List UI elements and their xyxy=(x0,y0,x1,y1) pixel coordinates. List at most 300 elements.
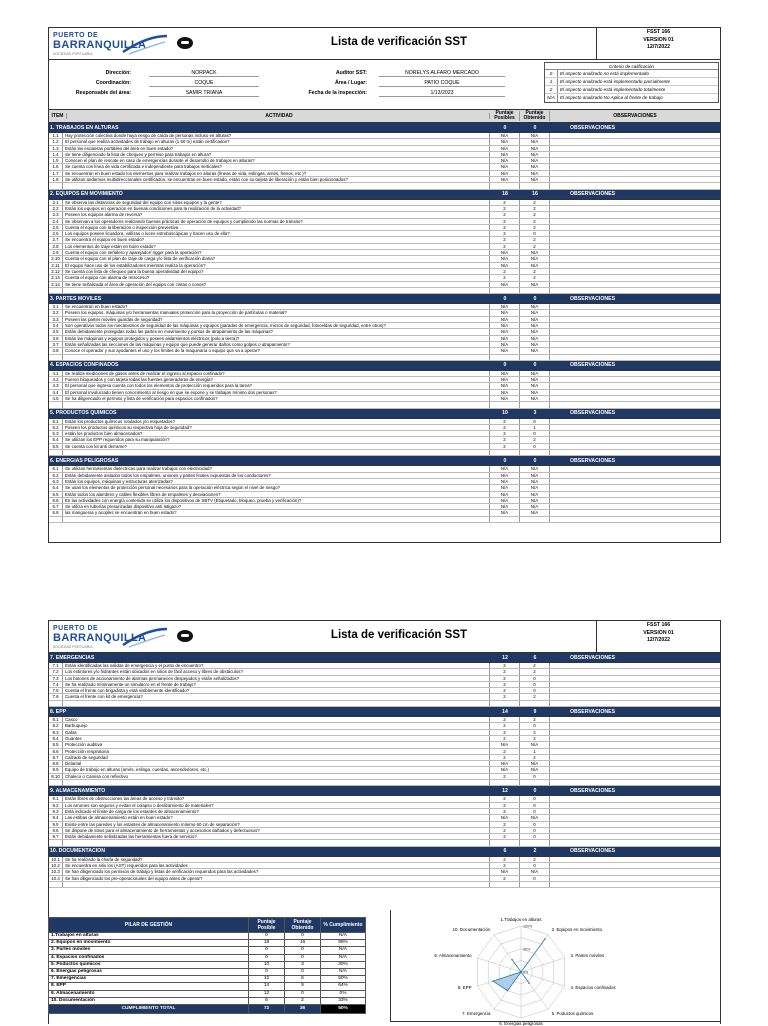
section-title: 4. ESPACIOS CONFINADOS xyxy=(50,362,119,369)
row-actividad: Están los equipos, máquinas y estructuras aterrizadas? xyxy=(63,479,490,484)
row-obtenido: 0 xyxy=(520,834,550,839)
row-observaciones xyxy=(550,492,720,497)
row-posibles: N/A xyxy=(490,510,520,515)
row-posibles: N/A xyxy=(490,146,520,151)
row-actividad: Poseen los productos químicos su respectiva hoja de seguridad? xyxy=(63,425,490,430)
row-actividad: Conocen el plan de rescate en caso de emergencias durante el desarrollo de trabajos en alturas? xyxy=(63,158,490,163)
summary-pct: 30% xyxy=(321,961,366,968)
row-obtenido: N/A xyxy=(520,742,550,747)
logo-line3: SOCIEDAD PORTUARIA xyxy=(53,645,93,649)
radar-category-label: 8. EPP xyxy=(457,985,472,991)
row-posibles: 2 xyxy=(490,669,520,674)
row-actividad: Se ha realizado mínimamente un simulacro en el frente de trabajo? xyxy=(63,682,490,687)
row-obtenido: 2 xyxy=(520,694,550,699)
row-posibles: N/A xyxy=(490,383,520,388)
row-observaciones xyxy=(550,263,720,268)
summary-row xyxy=(49,947,366,954)
blank-cell xyxy=(49,780,63,785)
row-observaciones xyxy=(550,749,720,754)
row-posibles: 2 xyxy=(490,730,520,735)
radar-point xyxy=(507,990,509,992)
row-actividad: Hay protección colectiva donde haya riesgo de caída de personas incluso en alturas? xyxy=(63,133,490,138)
row-posibles: N/A xyxy=(490,164,520,169)
row-actividad: Se utilizan herramientas dieléctricas para realizar trabajos con electricidad? xyxy=(63,466,490,471)
row-observaciones xyxy=(550,828,720,833)
row-observaciones xyxy=(550,730,720,735)
row-actividad: Están todos los alambres y cables flexibles libres de empalmes y desviaciones? xyxy=(63,492,490,497)
row-posibles: 2 xyxy=(490,269,520,274)
section-obtenido: 0 xyxy=(533,457,537,464)
row-actividad: Están debidamente protegidas todas las partes en movimiento y puntos de atrapamiento de las máquinas? xyxy=(63,329,490,334)
row-item: 7.6 xyxy=(49,694,63,699)
row-actividad: Se cuenta con kit anti derrame? xyxy=(63,444,490,449)
blank-cell xyxy=(49,840,63,845)
blank-cell xyxy=(490,355,520,360)
row-item: 8.1 xyxy=(49,717,63,722)
row-obtenido: 0 xyxy=(520,688,550,693)
summary-header-pct: % Cumplimiento xyxy=(321,918,366,933)
section-posibles: 0 xyxy=(503,124,507,131)
row-observaciones xyxy=(550,669,720,674)
row-observaciones xyxy=(550,723,720,728)
row-observaciones xyxy=(550,146,720,151)
blank-cell xyxy=(49,402,63,407)
row-item: 8.7 xyxy=(49,755,63,760)
row-obtenido: N/A xyxy=(520,336,550,341)
row-actividad: Se tiene señalizada el área de operación del equipo con cintas o conos? xyxy=(63,282,490,287)
row-item: 1.3 xyxy=(49,146,63,151)
row-item: 3.3 xyxy=(49,317,63,322)
summary-row xyxy=(49,933,366,940)
row-actividad: Se encuentran en buen estado los elementos para realizar trabajos en alturas (líneas de vida, eslingas, arnés, frenos, etc.)? xyxy=(63,171,490,176)
section-observaciones: OBSERVACIONES xyxy=(570,708,616,715)
section-obtenido: 0 xyxy=(533,787,537,794)
row-item: 9.4 xyxy=(49,815,63,820)
doc-meta xyxy=(596,621,720,652)
row-posibles: N/A xyxy=(490,815,520,820)
summary-pilar: 5. Poductos quimicos xyxy=(49,961,249,968)
row-obtenido: 0 xyxy=(520,876,550,881)
row-obtenido: 0 xyxy=(520,431,550,436)
row-actividad: Están libres de obstrucciones las áreas de acceso y tránsito? xyxy=(63,796,490,801)
row-observaciones xyxy=(550,310,720,315)
row-posibles: 2 xyxy=(490,663,520,668)
row-obtenido: 2 xyxy=(520,206,550,211)
criteria-row: 0 El aspecto analizado no está implementado xyxy=(545,70,718,78)
logo-line2: BARRANQUILLA xyxy=(53,39,147,51)
row-observaciones xyxy=(550,139,720,144)
row-actividad: Calzado de seguridad xyxy=(63,755,490,760)
row-item: 4.4 xyxy=(49,390,63,395)
blank-cell xyxy=(490,288,520,293)
row-item: 2.5 xyxy=(49,225,63,230)
summary-posible: 12 xyxy=(249,990,285,997)
row-posibles: 2 xyxy=(490,275,520,280)
header-observaciones: OBSERVACIONES xyxy=(613,113,657,119)
row-item: 1.4 xyxy=(49,152,63,157)
summary-pct: 89% xyxy=(321,940,366,947)
row-observaciones xyxy=(550,383,720,388)
row-posibles: N/A xyxy=(490,742,520,747)
row-posibles: N/A xyxy=(490,485,520,490)
blank-cell xyxy=(63,780,490,785)
row-observaciones xyxy=(550,815,720,820)
row-observaciones xyxy=(550,796,720,801)
blank-cell xyxy=(550,517,720,522)
row-item: 7.1 xyxy=(49,663,63,668)
section-observaciones: OBSERVACIONES xyxy=(570,457,616,464)
row-posibles: N/A xyxy=(490,177,520,182)
summary-total-pct: 50% xyxy=(321,1004,366,1013)
row-observaciones xyxy=(550,809,720,814)
row-observaciones xyxy=(550,282,720,287)
row-posibles: N/A xyxy=(490,869,520,874)
row-actividad: Cuenta el frente con brigadista y está visiblemente identificado? xyxy=(63,688,490,693)
row-item: 3.7 xyxy=(49,342,63,347)
section-title: 2. EQUIPOS EN MOVIMIENTO xyxy=(50,191,123,198)
row-observaciones xyxy=(550,348,720,353)
blank-cell xyxy=(49,450,63,455)
section-title: 5. PRODUCTOS QUIMICOS xyxy=(50,410,117,417)
section-observaciones: OBSERVACIONES xyxy=(570,410,616,417)
row-posibles: 2 xyxy=(490,444,520,449)
logo-line1: PUERTO DE xyxy=(53,625,99,632)
row-item: 6.2 xyxy=(49,473,63,478)
blank-cell xyxy=(520,882,550,887)
summary-header-pilar: PILAR DE GESTIÓN xyxy=(49,918,249,933)
row-posibles: 2 xyxy=(490,431,520,436)
row-posibles: 2 xyxy=(490,723,520,728)
row-observaciones xyxy=(550,876,720,881)
row-observaciones xyxy=(550,767,720,772)
row-observaciones xyxy=(550,498,720,503)
row-actividad: Guantes xyxy=(63,736,490,741)
row-obtenido: N/A xyxy=(520,485,550,490)
coordinacion-value: COQUE xyxy=(149,80,259,87)
criteria-row: N/A El aspecto analizado No Aplica al frente de trabajo xyxy=(545,94,718,102)
row-observaciones xyxy=(550,237,720,242)
row-observaciones xyxy=(550,755,720,760)
summary-pilar: 6. Energias peligrosas xyxy=(49,968,249,975)
row-obtenido: N/A xyxy=(520,761,550,766)
table-header xyxy=(49,110,720,123)
header-actividad: ACTIVIDAD xyxy=(67,113,490,119)
blank-cell xyxy=(520,402,550,407)
summary-pct: N/A xyxy=(321,933,366,940)
row-posibles: 2 xyxy=(490,736,520,741)
fecha-label: Fecha de la inspección: xyxy=(308,90,367,96)
section-observaciones: OBSERVACIONES xyxy=(570,295,616,302)
row-actividad: Las estibas de almacenamiento están en buen estado? xyxy=(63,815,490,820)
row-posibles: 2 xyxy=(490,200,520,205)
row-observaciones xyxy=(550,437,720,442)
row-item: 8.2 xyxy=(49,723,63,728)
summary-posible: 10 xyxy=(249,961,285,968)
row-posibles: 2 xyxy=(490,834,520,839)
row-posibles: 2 xyxy=(490,876,520,881)
page-title: Lista de verificación SST xyxy=(330,36,468,48)
row-posibles: N/A xyxy=(490,133,520,138)
row-actividad: En las actividades con energía contenida se utiliza los dispositivos de SBTV (Etiquetado, bloqueo, prueba y verificación)? xyxy=(63,498,490,503)
summary-table xyxy=(48,917,366,1014)
summary-total-label: CUMPLIMIENTO TOTAL xyxy=(49,1004,249,1013)
row-actividad: Están los equipos en operación en buenas condiciones para la realización de la actividad? xyxy=(63,206,490,211)
row-item: 5.1 xyxy=(49,419,63,424)
row-item: 7.5 xyxy=(49,688,63,693)
summary-pct: 50% xyxy=(321,976,366,983)
summary-total-row xyxy=(49,1004,366,1013)
row-item: 3.5 xyxy=(49,329,63,334)
summary-pct: 33% xyxy=(321,997,366,1004)
row-posibles: N/A xyxy=(490,263,520,268)
summary-row xyxy=(49,940,366,947)
radar-category-label: 5. Poductos quimicos xyxy=(551,1011,594,1017)
row-obtenido: N/A xyxy=(520,250,550,255)
row-item: 7.4 xyxy=(49,682,63,687)
row-observaciones xyxy=(550,485,720,490)
row-obtenido: N/A xyxy=(520,304,550,309)
row-observaciones xyxy=(550,212,720,217)
row-obtenido: 0 xyxy=(520,863,550,868)
row-item: 5.3 xyxy=(49,431,63,436)
row-observaciones xyxy=(550,717,720,722)
row-obtenido: N/A xyxy=(520,390,550,395)
row-observaciones xyxy=(550,869,720,874)
row-actividad: Existe entre las paredes y los estantes de almacenamiento mínimo 60 cm de separación? xyxy=(63,822,490,827)
logo xyxy=(51,30,169,58)
row-obtenido: 2 xyxy=(520,244,550,249)
radar-point xyxy=(511,959,513,961)
row-posibles: N/A xyxy=(490,473,520,478)
row-observaciones xyxy=(550,231,720,236)
row-observaciones xyxy=(550,200,720,205)
page-title: Lista de verificación SST xyxy=(330,629,468,641)
row-obtenido: N/A xyxy=(520,473,550,478)
summary-header-obtenido: Puntaje Obtenido xyxy=(285,918,321,933)
section-posibles: 0 xyxy=(503,295,507,302)
row-obtenido: 2 xyxy=(520,730,550,735)
row-posibles: N/A xyxy=(490,336,520,341)
section-obtenido: 0 xyxy=(533,295,537,302)
blank-cell xyxy=(550,183,720,188)
row-observaciones xyxy=(550,304,720,309)
row-posibles: N/A xyxy=(490,466,520,471)
section-title: 7. EMERGENCIAS xyxy=(50,654,95,661)
row-actividad: Se encuentra en sitio los (AST) requeridos para las actividades xyxy=(63,863,490,868)
row-posibles: 2 xyxy=(490,682,520,687)
row-observaciones xyxy=(550,774,720,779)
blank-cell xyxy=(550,882,720,887)
section-title: 9. ALMACENAMIENTO xyxy=(50,787,106,794)
blank-cell xyxy=(550,840,720,845)
doc-code: FSST 166 xyxy=(646,29,671,35)
row-actividad: Casco xyxy=(63,717,490,722)
row-obtenido: N/A xyxy=(520,815,550,820)
summary-pct: 64% xyxy=(321,983,366,990)
row-item: 5.5 xyxy=(49,444,63,449)
row-obtenido: 2 xyxy=(520,437,550,442)
section-header xyxy=(49,409,720,419)
section-observaciones: OBSERVACIONES xyxy=(570,787,616,794)
radar-point xyxy=(544,938,546,940)
row-actividad: Se encuentra el equipo en buen estado? xyxy=(63,237,490,242)
row-item: 9.5 xyxy=(49,822,63,827)
row-item: 2.10 xyxy=(49,256,63,261)
row-item: 3.8 xyxy=(49,348,63,353)
header xyxy=(49,28,720,60)
row-obtenido: 2 xyxy=(520,219,550,224)
row-actividad: Los arrumes son seguros y evitan el colapso o deslizamiento de materiales? xyxy=(63,803,490,808)
header xyxy=(49,621,720,653)
row-observaciones xyxy=(550,510,720,515)
row-item: 8.6 xyxy=(49,749,63,754)
blank-cell xyxy=(490,882,520,887)
row-obtenido: N/A xyxy=(520,329,550,334)
row-obtenido: 0 xyxy=(520,796,550,801)
row-actividad: Se cuenta con lista de chequeo para la buena operatividad del equipo? xyxy=(63,269,490,274)
row-actividad: las mangueras y acoples se encuentran en buen estado? xyxy=(63,510,490,515)
row-obtenido: N/A xyxy=(520,396,550,401)
row-item: 4.5 xyxy=(49,396,63,401)
row-obtenido: 2 xyxy=(520,200,550,205)
row-obtenido: N/A xyxy=(520,342,550,347)
row-obtenido: 2 xyxy=(520,736,550,741)
row-posibles: N/A xyxy=(490,504,520,509)
blank-cell xyxy=(490,183,520,188)
doc-meta xyxy=(596,28,720,59)
row-obtenido: N/A xyxy=(520,164,550,169)
summary-posible: 0 xyxy=(249,968,285,975)
row-observaciones xyxy=(550,742,720,747)
row-item: 2.7 xyxy=(49,237,63,242)
summary-pilar: 1.Trabajos en alturas xyxy=(49,933,249,940)
responsable-label: Responsable del área: xyxy=(75,90,131,96)
row-observaciones xyxy=(550,250,720,255)
section-header xyxy=(49,653,720,663)
row-obtenido: N/A xyxy=(520,383,550,388)
row-posibles: 2 xyxy=(490,809,520,814)
row-item: 9.3 xyxy=(49,809,63,814)
row-posibles: 2 xyxy=(490,717,520,722)
summary-row xyxy=(49,997,366,1004)
row-actividad: Protección respiratoria xyxy=(63,749,490,754)
row-item: 9.1 xyxy=(49,796,63,801)
row-actividad: Están debidamente señalizadas las herramientas fuera de servicio? xyxy=(63,834,490,839)
summary-posible: 12 xyxy=(249,976,285,983)
row-observaciones xyxy=(550,269,720,274)
blank-cell xyxy=(520,450,550,455)
section-header xyxy=(49,847,720,857)
row-posibles: N/A xyxy=(490,377,520,382)
row-actividad: Poseen los equipos, máquinas y/o herramientas manuales protección para la proyección de partículas o material? xyxy=(63,310,490,315)
summary-pilar: 7. Emergencias xyxy=(49,976,249,983)
blank-cell xyxy=(550,450,720,455)
summary-row xyxy=(49,954,366,961)
row-item: 9.2 xyxy=(49,803,63,808)
summary-posible: 18 xyxy=(249,940,285,947)
blank-cell xyxy=(49,355,63,360)
row-posibles: 2 xyxy=(490,206,520,211)
radar-tick-label: 100% xyxy=(523,924,533,929)
summary-header-posible: Puntaje Posible xyxy=(249,918,285,933)
criteria-box xyxy=(544,62,719,103)
row-observaciones xyxy=(550,323,720,328)
row-obtenido: 0 xyxy=(520,676,550,681)
row-posibles: 2 xyxy=(490,796,520,801)
summary-pilar: 3. Partes móviles xyxy=(49,947,249,954)
row-observaciones xyxy=(550,682,720,687)
row-actividad: Se dispone de sitios para el almacenamiento de herramientas y accesorios dañados y defectuosos? xyxy=(63,828,490,833)
radar-tick-label: 50% xyxy=(523,947,531,952)
row-item: 2.1 xyxy=(49,200,63,205)
summary-obtenido: 16 xyxy=(285,940,321,947)
section-posibles: 0 xyxy=(503,362,507,369)
section-header xyxy=(49,123,720,133)
section-observaciones: OBSERVACIONES xyxy=(570,124,616,131)
row-item: 2.9 xyxy=(49,250,63,255)
row-obtenido: N/A xyxy=(520,317,550,322)
row-obtenido: 1 xyxy=(520,425,550,430)
summary-obtenido: 9 xyxy=(285,983,321,990)
section-obtenido: 16 xyxy=(532,191,538,198)
row-actividad: Se observan a los operadores realizando buenas prácticas de operación de equipos y cumpliendo las normas de tránsito? xyxy=(63,219,490,224)
row-item: 10.1 xyxy=(49,857,63,862)
row-actividad: Gafas xyxy=(63,730,490,735)
row-actividad: Se cuenta con línea de vida certificada e independiente para trabajos verticales? xyxy=(63,164,490,169)
row-obtenido: 0 xyxy=(520,419,550,424)
row-item: 1.8 xyxy=(49,177,63,182)
row-posibles: N/A xyxy=(490,329,520,334)
row-actividad: Barbuquejo xyxy=(63,723,490,728)
section-obtenido: 6 xyxy=(533,654,537,661)
section-observaciones: OBSERVACIONES xyxy=(570,191,616,198)
row-actividad: Poseen las partes móviles guardas de seguridad? xyxy=(63,317,490,322)
row-item: 8.8 xyxy=(49,761,63,766)
summary-posible: 0 xyxy=(249,947,285,954)
row-actividad: Están señalizadas las secciones de las máquinas y equipo que puede generar daños como golpes o atrapamiento? xyxy=(63,342,490,347)
radar-category-label: 4. Espacios confinados xyxy=(570,985,616,991)
section-header xyxy=(49,707,720,717)
doc-code: FSST 166 xyxy=(646,622,671,628)
row-posibles: 2 xyxy=(490,237,520,242)
blank-cell xyxy=(550,355,720,360)
row-item: 4.2 xyxy=(49,377,63,382)
summary-pct: N/A xyxy=(321,947,366,954)
section-obtenido: 0 xyxy=(533,124,537,131)
responsable-value: SAMIR TRIANA xyxy=(149,90,259,97)
blank-cell xyxy=(63,288,490,293)
blank-cell xyxy=(63,450,490,455)
row-actividad: Se observa las distancias de seguridad del equipo con sitios equipos y la gente? xyxy=(63,200,490,205)
row-item: 8.3 xyxy=(49,730,63,735)
row-observaciones xyxy=(550,803,720,808)
row-actividad: Los elementos de izaje están en buen estado? xyxy=(63,244,490,249)
row-posibles: 2 xyxy=(490,231,520,236)
summary-posible: 14 xyxy=(249,983,285,990)
row-posibles: N/A xyxy=(490,348,520,353)
row-obtenido: 0 xyxy=(520,828,550,833)
row-obtenido: N/A xyxy=(520,263,550,268)
row-posibles: N/A xyxy=(490,310,520,315)
row-item: 6.5 xyxy=(49,492,63,497)
row-observaciones xyxy=(550,275,720,280)
row-posibles: 2 xyxy=(490,244,520,249)
row-posibles: N/A xyxy=(490,304,520,309)
section-obtenido: 0 xyxy=(533,362,537,369)
row-obtenido: N/A xyxy=(520,323,550,328)
row-obtenido: 2 xyxy=(520,669,550,674)
doc-version: VERSION 01 xyxy=(643,629,674,636)
